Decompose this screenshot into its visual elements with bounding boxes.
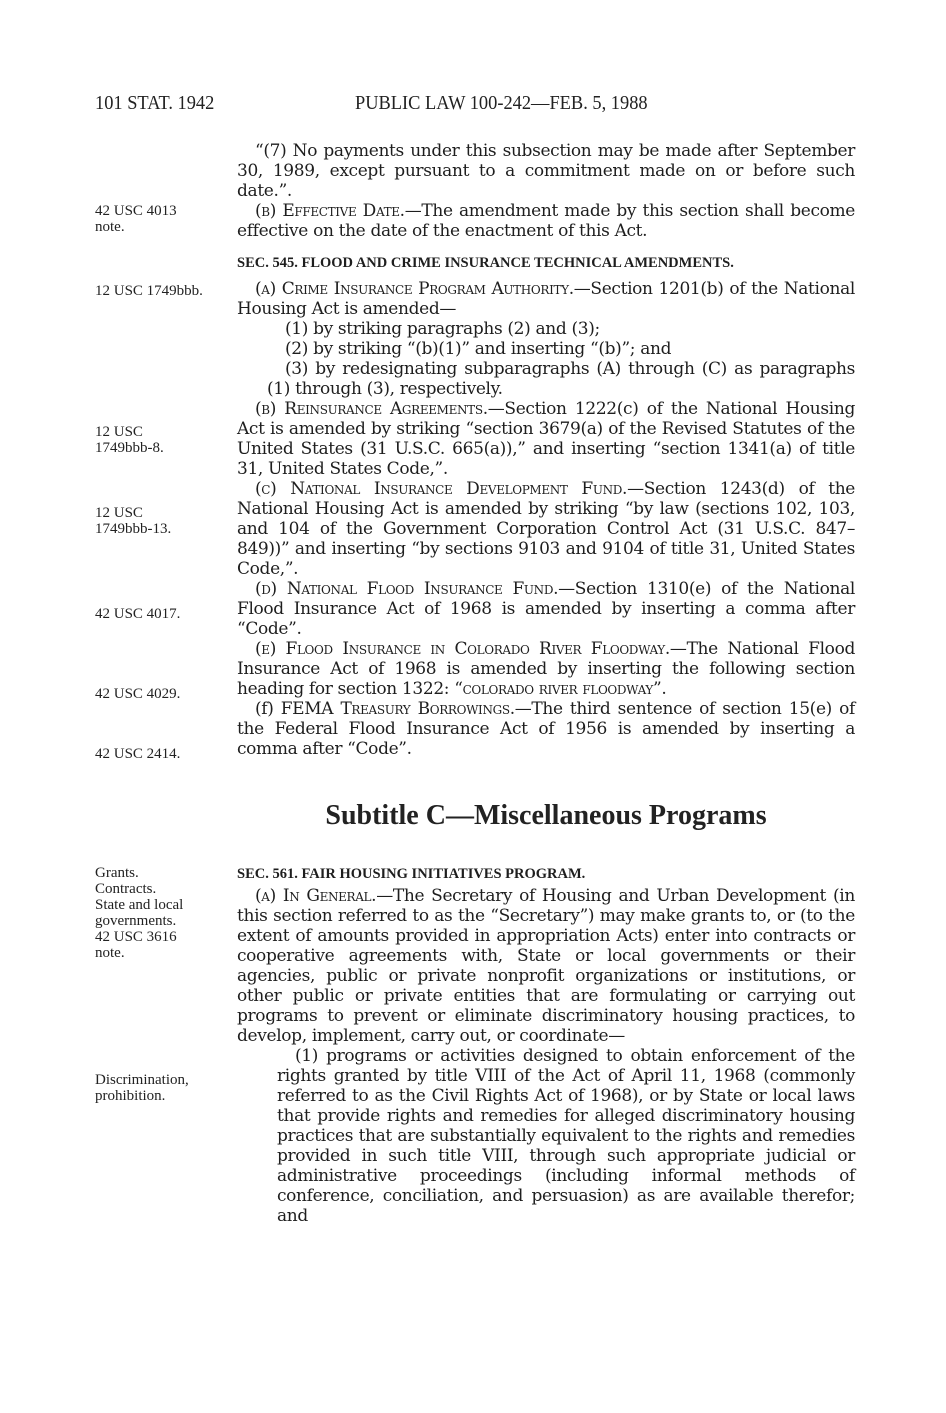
margin-note-line: 12 USC <box>95 505 143 521</box>
heading-national-insurance-fund: (c) National Insurance Development Fund. <box>255 479 628 499</box>
heading-colorado-river: (e) Flood Insurance in Colorado River Floodway. <box>255 639 670 659</box>
section-545-heading: SEC. 545. FLOOD AND CRIME INSURANCE TECHNICAL AMENDMENTS. <box>237 255 734 271</box>
margin-note-42usc4013 <box>95 203 225 235</box>
quoted-heading: colorado river floodway <box>462 679 653 699</box>
clause-a2: (2) by striking “(b)(1)” and inserting “(b)”; and <box>285 339 672 359</box>
margin-note-line: governments. <box>95 913 177 929</box>
clause-a1: (1) by striking paragraphs (2) and (3); <box>285 319 600 339</box>
clause-g1: (1) programs or activities designed to obtain enforcement of the rights granted by title VIII of the Act of April 11, 1968 (commonly referred to as the Civil Rights Act of 1968), or by State or local laws that provide rights and remedies for alleged discriminatory housing practices that are substantially equivalent to the rights and remedies provided in such title VIII, through such appropriate judicial or administrative proceedings (including informal methods of conference, conciliation, and persuasion) as are available therefor; and <box>277 1046 855 1226</box>
paragraph-e-colorado-river <box>237 639 855 699</box>
paragraph-text: —The National Flood Insurance Act of 1968 is amended by inserting the following section heading for section 1322: “ <box>237 639 855 699</box>
main-text-block-2 <box>237 279 855 759</box>
paragraph-7: “(7) No payments under this subsection may be made after September 30, 1989, except pursuant to a commitment made on or before such date.”. <box>237 141 855 201</box>
margin-note-line: Discrimination, <box>95 1072 189 1088</box>
margin-note-line: prohibition. <box>95 1088 166 1104</box>
margin-note-grants <box>95 865 225 961</box>
page-header <box>95 92 855 116</box>
heading-crime-insurance: (a) Crime Insurance Program Authority. <box>255 279 574 299</box>
margin-note-line: note. <box>95 945 125 961</box>
margin-note-line: note. <box>95 219 125 235</box>
stat-page-number: 101 STAT. 1942 <box>95 92 215 114</box>
subtitle-heading: Subtitle C—Miscellaneous Programs <box>325 800 767 831</box>
heading-in-general: (a) In General. <box>255 886 377 906</box>
heading-treasury-borrowings: Treasury Borrowings. <box>340 699 515 719</box>
paragraph-text: —Section 1201(b) of the National Housing Act is amended— <box>237 279 855 319</box>
paragraph-d-national-flood <box>237 579 855 639</box>
paragraph-b-effective-date <box>237 201 855 241</box>
margin-note-42usc4017: 42 USC 4017. <box>95 606 181 622</box>
paragraph-text: —Section 1310(e) of the National Flood Insurance Act of 1968 is amended by inserting a comma after “Code”. <box>237 579 856 639</box>
paragraph-text: —The third sentence of section 15(e) of the Federal Flood Insurance Act of 1956 is amended by inserting a comma after “Code”. <box>237 699 855 759</box>
paragraph-b-reinsurance <box>237 399 855 479</box>
paragraph-text: —Section 1222(c) of the National Housing Act is amended by striking “section 3679(a) of the Revised Statutes of the United States (31 U.S.C. 665(a)),” and inserting “section 1341(a) of title 31, United States Code,”. <box>237 399 855 479</box>
margin-note-12usc1749bbb-8 <box>95 424 225 456</box>
clause-a3: (3) by redesignating subparagraphs (A) through (C) as paragraphs (1) through (3), respectively. <box>267 359 855 399</box>
margin-note-line: Grants. <box>95 865 139 881</box>
section-561-heading: SEC. 561. FAIR HOUSING INITIATIVES PROGRAM. <box>237 866 586 882</box>
margin-note-discrimination <box>95 1072 225 1104</box>
margin-note-12usc1749bbb: 12 USC 1749bbb. <box>95 283 203 299</box>
section-545-heading-wrap <box>237 253 855 273</box>
margin-note-line: 1749bbb-13. <box>95 521 172 537</box>
margin-note-12usc1749bbb-13 <box>95 505 225 537</box>
heading-reinsurance: (b) Reinsurance Agreements. <box>255 399 488 419</box>
main-text-block-3 <box>237 886 855 1226</box>
paragraph-f-fema <box>237 699 855 759</box>
margin-note-line: 12 USC <box>95 424 143 440</box>
heading-effective-date: (b) Effective Date. <box>255 201 405 221</box>
margin-note-line: 42 USC 4013 <box>95 203 177 219</box>
margin-note-42usc4029: 42 USC 4029. <box>95 686 181 702</box>
paragraph-text: —The Secretary of Housing and Urban Development (in this section referred to as the “Secretary”) may make grants to, or (to the extent of amounts provided in appropriation Acts) enter into contracts or cooperative agreements with, State or local governments or their agencies, public or private nonprofit organizations or institutions, or other public or private entities that are formulating or carrying out programs to prevent or eliminate discriminatory housing practices, to develop, implement, carry out, or coordinate— <box>237 886 855 1046</box>
margin-note-line: 1749bbb-8. <box>95 440 164 456</box>
heading-national-flood-fund: (d) National Flood Insurance Fund. <box>255 579 559 599</box>
paragraph-text: —Section 1243(d) of the National Housing Act is amended by striking “by law (sections 102, 103, and 104 of the Government Corporation Control Act (31 U.S.C. 847–849))” and inserting “by sections 9103 and 9104 of title 31, United States Code,”. <box>237 479 855 579</box>
paragraph-a-crime-insurance <box>237 279 855 319</box>
paragraph-text: —The amendment made by this section shall become effective on the date of the enactment of this Act. <box>237 201 855 241</box>
margin-note-line: Contracts. <box>95 881 157 897</box>
public-law-title: PUBLIC LAW 100-242—FEB. 5, 1988 <box>355 92 648 114</box>
paragraph-c-national-insurance <box>237 479 855 579</box>
section-561-heading-wrap <box>237 864 855 884</box>
paragraph-a-in-general <box>237 886 855 1046</box>
margin-note-line: 42 USC 3616 <box>95 929 177 945</box>
paragraph-text: ”. <box>652 679 667 699</box>
main-text-block-1 <box>237 141 855 241</box>
margin-note-42usc2414: 42 USC 2414. <box>95 746 181 762</box>
heading-fema: (f) FEMA <box>255 699 341 719</box>
margin-note-line: State and local <box>95 897 184 913</box>
